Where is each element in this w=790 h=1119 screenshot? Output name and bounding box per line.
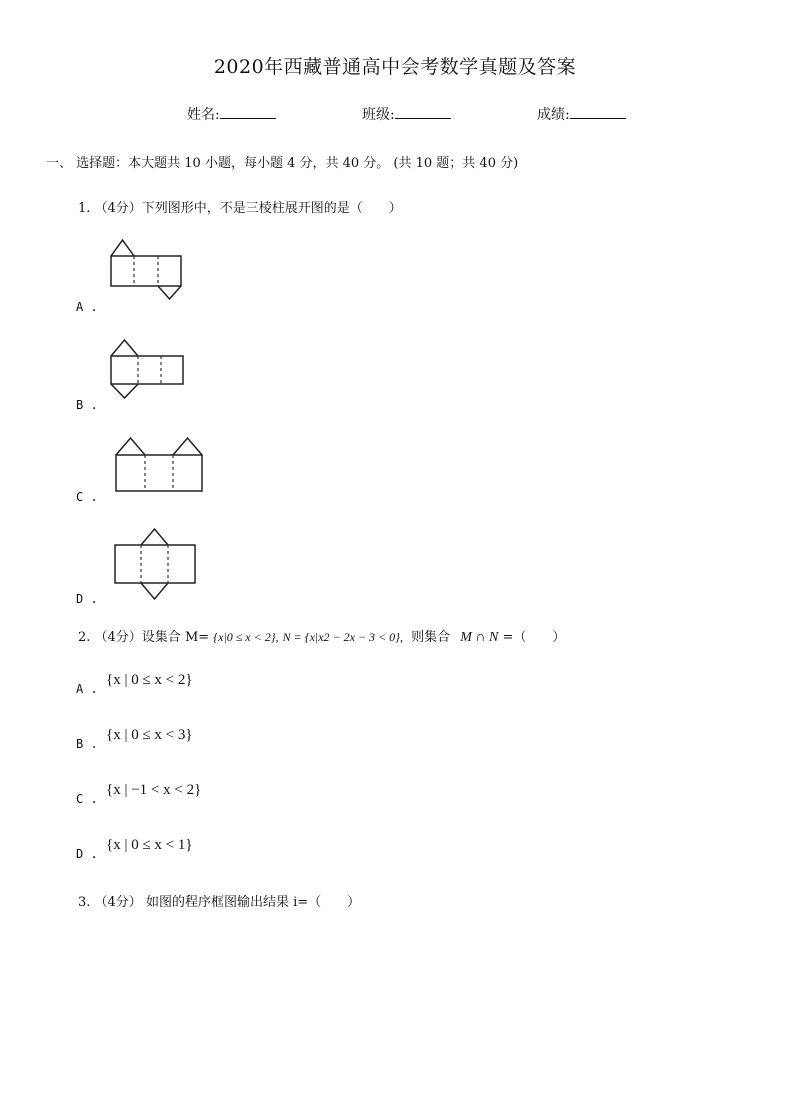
set-n-expression: N = {x|x2 − 2x − 3 < 0}, bbox=[282, 630, 403, 644]
question-1-option-c[interactable]: C . bbox=[76, 490, 98, 504]
class-field bbox=[362, 104, 451, 124]
question-2-text bbox=[78, 626, 565, 646]
class-label: 班级: bbox=[362, 107, 395, 123]
prism-net-c-figure bbox=[114, 435, 204, 495]
name-label: 姓名: bbox=[187, 107, 220, 123]
question-2-mid: 则集合 bbox=[411, 630, 451, 645]
question-2-option-d-label[interactable]: D . bbox=[76, 847, 98, 861]
set-m-expression: {x|0 ≤ x < 2}, bbox=[213, 630, 279, 644]
score-field bbox=[537, 104, 626, 124]
question-2-option-b-label[interactable]: B . bbox=[76, 737, 98, 751]
question-2-option-c-value: {x | −1 < x < 2} bbox=[106, 782, 202, 798]
score-blank bbox=[570, 106, 626, 119]
prism-net-a-figure bbox=[108, 238, 184, 300]
score-label: 成绩: bbox=[537, 107, 570, 123]
question-2-prefix: 2. （4分）设集合 M= bbox=[78, 630, 210, 645]
section-heading: 一、 选择题：本大题共 10 小题，每小题 4 分，共 40 分。 (共 10 题；共 40 分) bbox=[46, 156, 519, 171]
class-blank bbox=[395, 106, 451, 119]
prism-net-b-figure bbox=[108, 338, 184, 400]
question-1-option-d[interactable]: D . bbox=[76, 592, 98, 606]
question-1-text: 1. （4分）下列图形中，不是三棱柱展开图的是（ ） bbox=[78, 201, 402, 216]
question-2-suffix: =（ ） bbox=[502, 630, 566, 645]
question-2-option-c-label[interactable]: C . bbox=[76, 792, 98, 806]
page-title: 2020年西藏普通高中会考数学真题及答案 bbox=[213, 56, 577, 78]
question-2-option-a-value: {x | 0 ≤ x < 2} bbox=[106, 672, 193, 688]
question-2-option-b-value: {x | 0 ≤ x < 3} bbox=[106, 727, 193, 743]
intersection-expression: M ∩ N bbox=[460, 630, 499, 645]
question-2-option-d-value: {x | 0 ≤ x < 1} bbox=[106, 837, 193, 853]
prism-net-d-figure bbox=[113, 527, 197, 601]
name-blank bbox=[220, 106, 276, 119]
question-1-option-a[interactable]: A . bbox=[76, 300, 98, 314]
name-field bbox=[187, 104, 276, 124]
question-3-text: 3. （4分） 如图的程序框图输出结果 i=（ ） bbox=[78, 895, 361, 910]
question-2-option-a-label[interactable]: A . bbox=[76, 682, 98, 696]
question-1-option-b[interactable]: B . bbox=[76, 398, 98, 412]
